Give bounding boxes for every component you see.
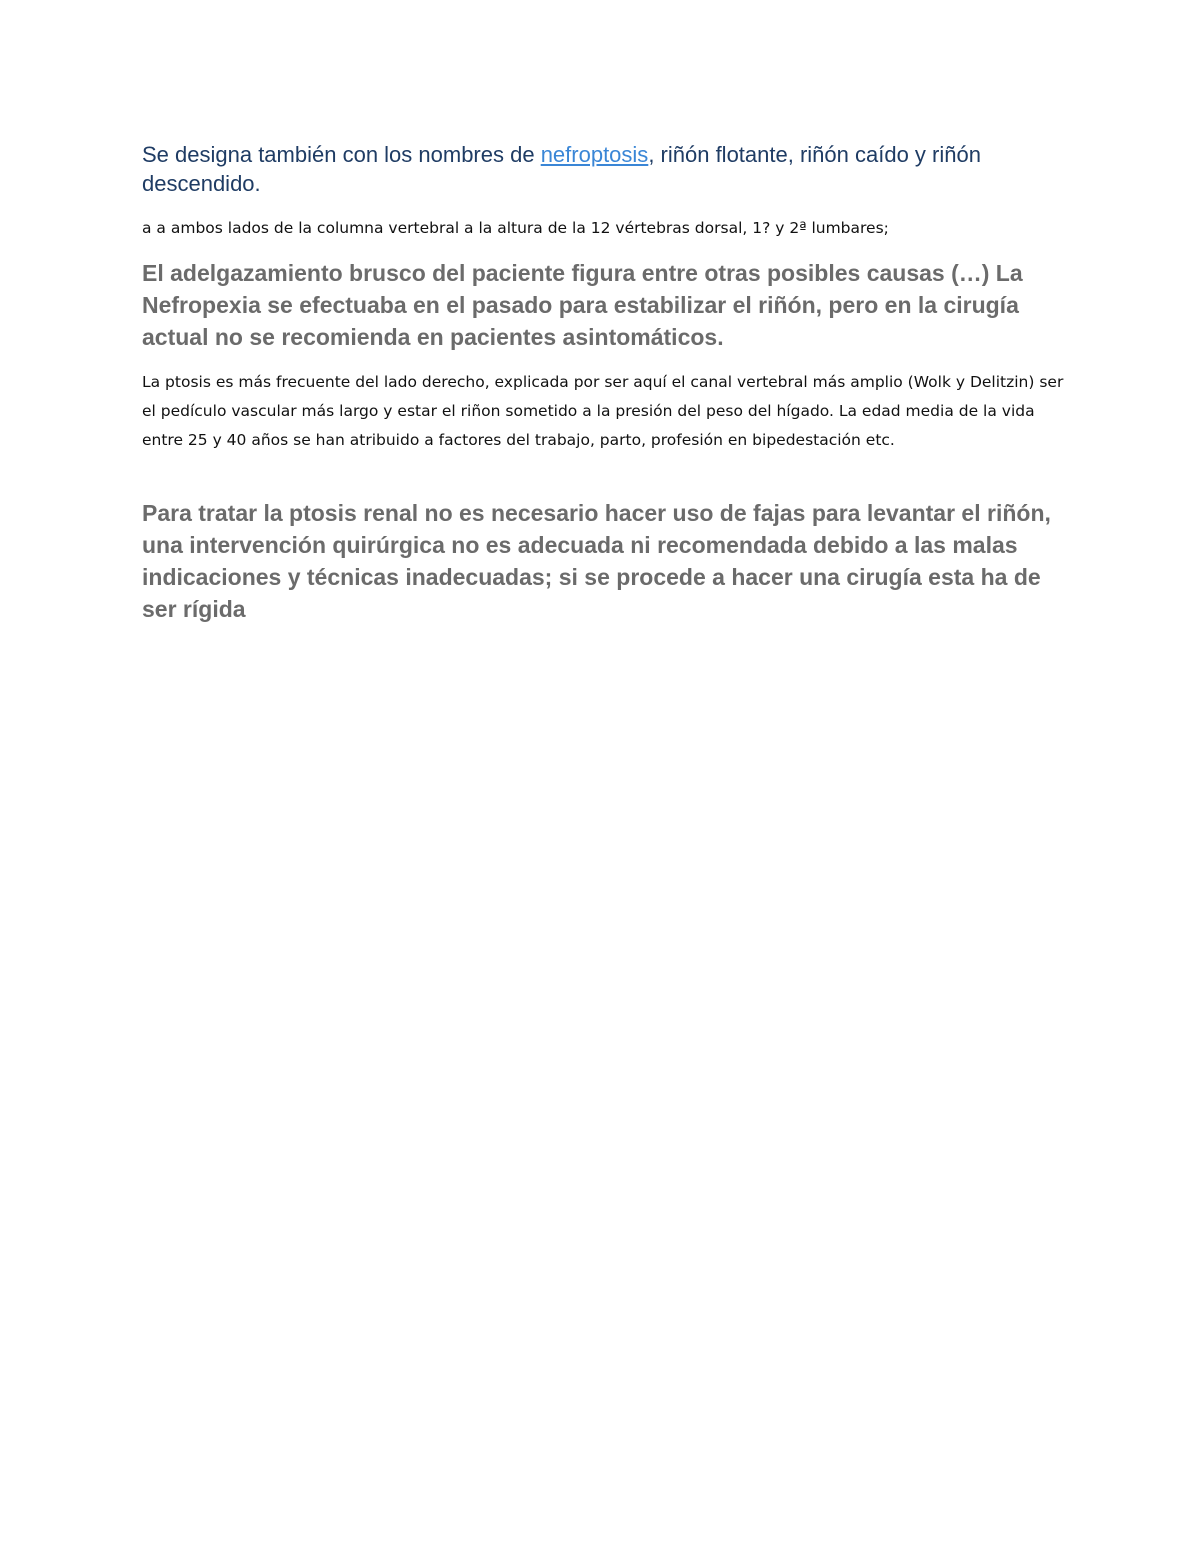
- treatment-paragraph: Para tratar la ptosis renal no es necesario hacer uso de fajas para levantar el riñón, una intervención quirúrgica no es adecuada ni recomendada debido a las malas indicaciones y técnicas inadecuadas; si se procede a hacer una cirugía esta ha de ser rígida: [142, 500, 1051, 622]
- intro-text-before-link: Se designa también con los nombres de: [142, 142, 541, 167]
- nefroptosis-link[interactable]: nefroptosis: [540, 142, 649, 167]
- causes-paragraph: El adelgazamiento brusco del paciente figura entre otras posibles causas (…) La Nefropexia se efectuaba en el pasado para estabilizar el riñón, pero en la cirugía actual no se recomienda en pacientes asintomáticos.: [142, 260, 1023, 350]
- frequency-paragraph: La ptosis es más frecuente del lado derecho, explicada por ser aquí el canal vertebral más amplio (Wolk y Delitzin) ser el pedículo vascular más largo y estar el riñon sometido a la presión del peso del hígado. La edad media de la vida entre 25 y 40 años se han atribuido a factores del trabajo, parto, profesión en bipedestación etc.: [142, 373, 1064, 449]
- location-paragraph: a a ambos lados de la columna vertebral a la altura de la 12 vértebras dorsal, 1? y 2ª lumbares;: [142, 219, 889, 237]
- intro-paragraph: [142, 140, 1042, 198]
- intro-text-after-link: , riñón flotante, riñón caído y riñón descendido.: [142, 142, 981, 196]
